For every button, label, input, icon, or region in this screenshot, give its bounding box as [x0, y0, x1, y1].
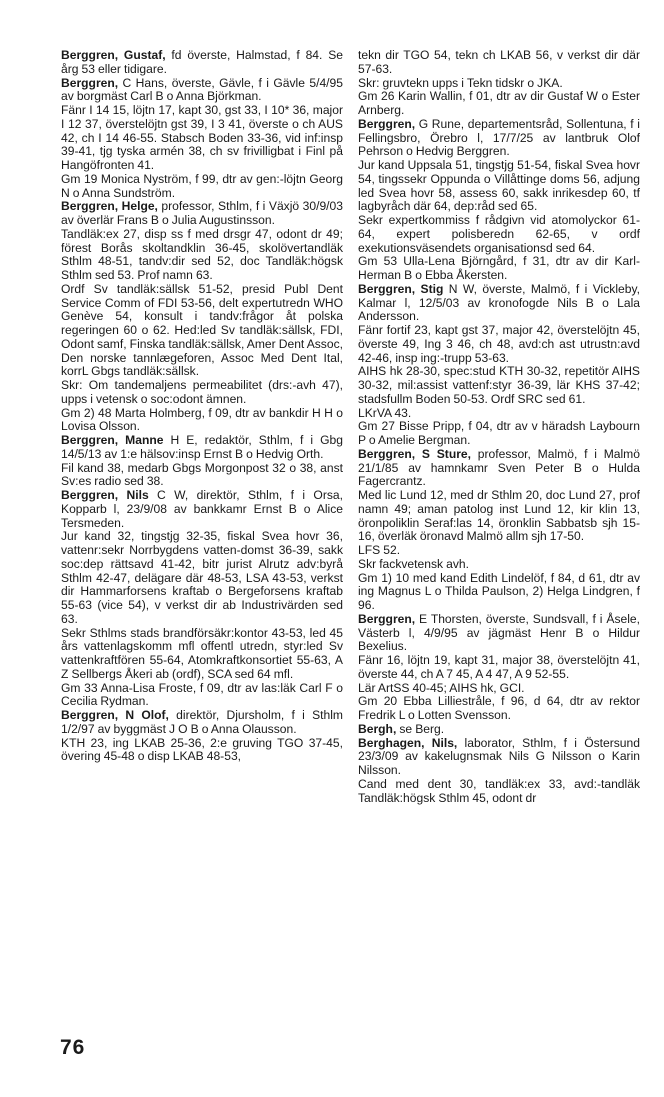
entry-text: Lär ArtSS 40-45; AIHS hk, GCI. — [358, 680, 525, 695]
entry-text: H E, redaktör, Sthlm, f i Gbg 14/5/13 av 1:e hälsov:insp Ernst B o Hedvig Orth. — [61, 433, 343, 461]
entry-paragraph — [61, 434, 343, 462]
text-paragraph — [358, 778, 640, 806]
entry-text: KTH 23, ing LKAB 25-36, 2:e gruving TGO 37-45, övering 45-48 o disp LKAB 48-53, — [61, 735, 343, 764]
text-paragraph — [61, 407, 343, 435]
entry-text: Ordf Sv tandläk:sällsk 51-52, presid Publ Dent Service Comm of FDI 53-56, delt expertutredn WHO Genève 54, konsult i tandv:frågor åt polska regeringen 60 o 62. Hed:led Sv tandläk:sällsk, FDI, Odont samf, Finska tandläk:sällsk, Amer Dent Assoc, Den norske tannlægeforen, Assoc Med Dent Ital, korrL Gbgs tandläk:sällsk. — [61, 281, 343, 379]
entry-text: Sekr Sthlms stads brandförsäkr:kontor 43-53, led 45 års vattenlagskomm mfl offentl utredn, styr:led Sv vattenkraftfören 55-64, Atomkraftkonsortiet 55-63, A Z Sellbergs Åkeri ab (ordf), SCA sed 64 mfl. — [61, 625, 343, 681]
text-paragraph — [61, 283, 343, 379]
text-paragraph — [61, 737, 343, 765]
entry-text: direktör, Djursholm, f i Sthlm 1/2/97 av byggmäst J O B o Anna Olausson. — [61, 708, 343, 736]
entry-text: Gm 53 Ulla-Lena Björngård, f 31, dtr av dir Karl-Herman B o Ebba Åkersten. — [358, 254, 640, 282]
entry-text: Gm 26 Karin Wallin, f 01, dtr av dir Gustaf W o Ester Arnberg. — [358, 89, 640, 117]
entry-name: Berggren, — [61, 75, 119, 90]
text-paragraph — [358, 420, 640, 448]
text-paragraph — [358, 255, 640, 283]
entry-text: LKrVA 43. — [358, 405, 412, 420]
text-paragraph — [358, 544, 640, 558]
entry-text: AIHS hk 28-30, spec:stud KTH 30-32, repetitör AIHS 30-32, mil:assist vattenf:styr 36-39, lär KHS 37-42; stadsfullm Boden 50-53. Ordf SRC sed 61. — [358, 364, 640, 406]
entry-text: Skr: Om tandemaljens permeabilitet (drs:-avh 47), upps i vetensk o soc:odont ämnen. — [61, 378, 343, 406]
entry-text: Gm 19 Monica Nyström, f 99, dtr av gen:-löjtn Georg N o Anna Sundström. — [61, 171, 343, 200]
text-paragraph — [358, 159, 640, 214]
text-paragraph — [358, 49, 640, 77]
entry-text: tekn dir TGO 54, tekn ch LKAB 56, v verkst dir där 57-63. — [358, 48, 640, 76]
entry-text: Sekr expertkommiss f rådgivn vid atomolyckor 61-64, expert polisberedn 62-65, v ordf exekutionsväsendets organisationsd sed 64. — [358, 213, 640, 255]
text-paragraph — [358, 324, 640, 365]
entry-name: Berggren, S Sture, — [358, 446, 472, 461]
entry-text: professor, Sthlm, f i Växjö 30/9/03 av överlär Frans B o Julia Augustinsson. — [61, 199, 343, 227]
entry-text: Fänr fortif 23, kapt gst 37, major 42, överstelöjtn 45, överste 49, Ing 3 46, ch 48, avd:ch ast utrustn:avd 42-46, insp ing:-trupp 53-63. — [358, 323, 640, 365]
left-column — [61, 49, 343, 764]
entry-name: Berggren, — [358, 611, 416, 626]
entry-paragraph — [358, 613, 640, 654]
text-paragraph — [61, 682, 343, 710]
entry-text: G Rune, departementsråd, Sollentuna, f i Fellingsbro, Örebro l, 17/7/25 av lantbruk Olof Pehrson o Hedvig Berggren. — [358, 116, 640, 159]
entry-text: Gm 20 Ebba Lilliestråle, f 96, d 64, dtr av rektor Fredrik L o Lotten Svensson. — [358, 694, 640, 722]
text-paragraph — [61, 104, 343, 173]
entry-paragraph — [61, 49, 343, 77]
entry-text: Skr fackvetensk avh. — [358, 556, 469, 571]
entry-text: Gm 33 Anna-Lisa Froste, f 09, dtr av las:läk Carl F o Cecilia Rydman. — [61, 680, 343, 709]
entry-paragraph — [61, 489, 343, 530]
entry-text: Cand med dent 30, tandläk:ex 33, avd:-tandläk Tandläk:högsk Sthlm 45, odont dr — [358, 776, 640, 805]
entry-text: Jur kand 32, tingstjg 32-35, fiskal Svea hovr 36, vattenr:sekr Norrbygdens vatten-domst 36-39, sakk soc:dep rättsavd 41-42, bitr jurist Alrutz adv:byrå Sthlm 42-47, delägare där 48-53, LSA 43-53, verkst dir Hammarforsens kraftab o Bergeforsens kraftab 55-63 (vice 54), v verkst dir ab Industrivärden sed 63. — [61, 529, 343, 626]
entry-paragraph — [61, 200, 343, 228]
entry-text: Gm 27 Bisse Pripp, f 04, dtr av v häradsh Laybourn P o Amelie Bergman. — [358, 419, 640, 447]
entry-text: Gm 2) 48 Marta Holmberg, f 09, dtr av bankdir H H o Lovisa Olsson. — [61, 405, 343, 434]
text-paragraph — [61, 379, 343, 407]
entry-name: Berggren, Manne — [61, 433, 164, 447]
entry-name: Berggren, Nils — [61, 488, 149, 502]
entry-text: Fänr I 14 15, löjtn 17, kapt 30, gst 33, I 10* 36, major I 12 37, överstelöjtn gst 39, I 3 41, överste o ch AUS 42, ch I 14 46-55. Stabsch Boden 33-36, vid inf:insp 39-41, tjg tyska armén 38, ch sv frivilligbat i Finl på Hangöfronten 41. — [61, 103, 343, 172]
text-paragraph — [358, 572, 640, 613]
entry-text: N W, överste, Malmö, f i Vickleby, Kalmar l, 12/5/03 av kronofogde Nils B o Lala Andersson. — [358, 281, 640, 324]
text-paragraph — [61, 627, 343, 682]
entry-paragraph — [358, 723, 640, 737]
text-paragraph — [61, 462, 343, 490]
text-paragraph — [358, 695, 640, 723]
entry-text: Fänr 16, löjtn 19, kapt 31, major 38, överstelöjtn 41, överste 44, ch A 7 45, A 4 47, A 9 52-55. — [358, 653, 640, 681]
entry-name: Berggren, Gustaf, — [61, 48, 166, 62]
text-paragraph — [358, 682, 640, 696]
text-paragraph — [61, 173, 343, 201]
text-paragraph — [358, 489, 640, 544]
right-column — [358, 49, 640, 805]
entry-text: Fil kand 38, medarb Gbgs Morgonpost 32 o 38, anst Sv:es radio sed 38. — [61, 460, 343, 489]
entry-paragraph — [358, 448, 640, 489]
entry-text: Jur kand Uppsala 51, tingstjg 51-54, fiskal Svea hovr 54, tingssekr Oppunda o Villåttinge doms 56, adjung led Svea hovr 58, assess 60, sakk inrikesdep 60, tf lagbyråch där 64, dep:råd sed 65. — [358, 158, 640, 214]
entry-name: Berggren, N Olof, — [61, 708, 169, 722]
entry-text: E Thorsten, överste, Sundsvall, f i Åsele, Västerb l, 4/9/95 av jägmäst Henr B o Hildur Bexelius. — [358, 611, 640, 654]
text-paragraph — [61, 228, 343, 283]
text-paragraph — [358, 214, 640, 255]
text-paragraph — [358, 558, 640, 572]
entry-text: Med lic Lund 12, med dr Sthlm 20, doc Lund 27, prof namn 49; aman patolog inst Lund 12, kir klin 13, öronpoliklin Seraf:las 14, öronklin Sabbatsb sjh 15-16, överläk öronavd Malmö allm sjh 17-50. — [358, 488, 640, 544]
entry-text: professor, Malmö, f i Malmö 21/1/85 av hamnkamr Sven Peter B o Hulda Fagercrantz. — [358, 446, 640, 489]
entry-paragraph — [358, 118, 640, 159]
entry-name: Berggren, — [358, 116, 416, 131]
text-paragraph — [358, 654, 640, 682]
entry-text: Skr: gruvtekn upps i Tekn tidskr o JKA. — [358, 75, 563, 90]
text-paragraph — [61, 530, 343, 626]
entry-text: Tandläk:ex 27, disp ss f med drsgr 47, odont dr 49; förest Borås skoltandklin 36-45, skolövertandläk Sthlm 48-51, tandv:dir sed 52, doc Tandläk:högsk Sthlm sed 53. Prof namn 63. — [61, 226, 343, 282]
entry-paragraph — [358, 737, 640, 778]
entry-name: Berghagen, Nils, — [358, 735, 458, 750]
entry-name: Bergh, — [358, 721, 397, 736]
entry-text: LFS 52. — [358, 543, 401, 557]
entry-paragraph — [358, 283, 640, 324]
entry-text: C Hans, överste, Gävle, f i Gävle 5/4/95 av borgmäst Carl B o Anna Björkman. — [61, 75, 343, 104]
page-number: 76 — [60, 1036, 86, 1059]
text-paragraph — [358, 90, 640, 118]
entry-name: Berggren, Stig — [358, 281, 444, 296]
entry-paragraph — [61, 77, 343, 105]
entry-text: se Berg. — [396, 721, 445, 736]
entry-text: fd överste, Halmstad, f 84. Se årg 53 eller tidigare. — [61, 48, 344, 76]
entry-paragraph — [61, 709, 343, 737]
entry-text: laborator, Sthlm, f i Östersund 23/3/09 av kakelugnsmak Nils G Nilsson o Karin Nilsson. — [358, 735, 640, 777]
text-paragraph — [358, 77, 640, 91]
entry-text: C W, direktör, Sthlm, f i Orsa, Kopparb l, 23/9/08 av bankkamr Ernst B o Alice Tersmeden. — [61, 488, 343, 530]
text-paragraph — [358, 407, 640, 421]
entry-name: Berggren, Helge, — [61, 199, 158, 214]
text-paragraph — [358, 365, 640, 406]
entry-text: Gm 1) 10 med kand Edith Lindelöf, f 84, d 61, dtr av ing Magnus L o Thilda Paulson, 2) Helga Lindgren, f 96. — [358, 570, 640, 612]
